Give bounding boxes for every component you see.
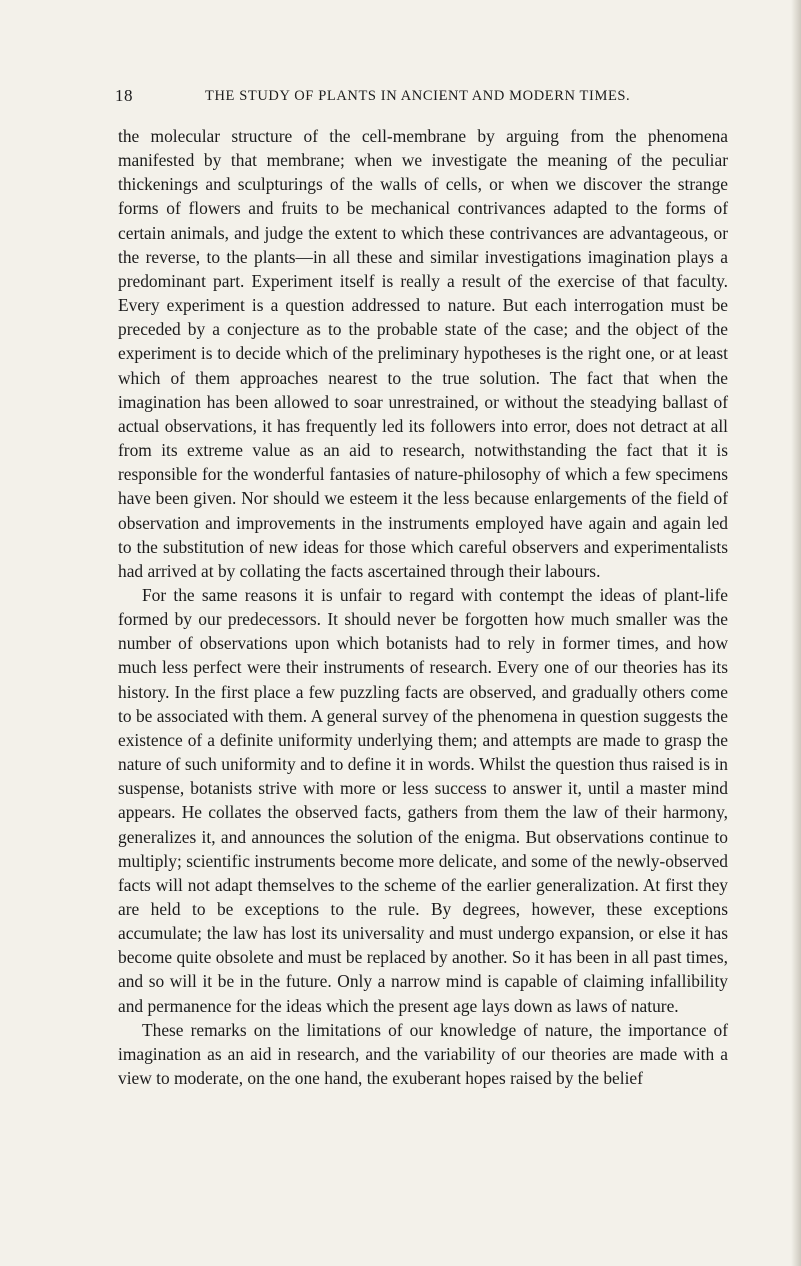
paragraph-1: the molecular structure of the cell-membrane by arguing from the phenomena manifested by that membrane; when we investigate the meaning of the peculiar thickenings and sculpturings of the walls of cells, or when we discover the strange forms of flowers and fruits to be mechanical contrivances adapted to the forms of certain animals, and judge the extent to which these contrivances are advantageous, or the reverse, to the plants—in all these and similar investigations imagination plays a predominant part. Experiment itself is really a result of the exercise of that faculty. Every experiment is a question addressed to nature. But each interrogation must be preceded by a conjecture as to the probable state of the case; and the object of the experiment is to decide which of the preliminary hypotheses is the right one, or at least which of them approaches nearest to the true solution. The fact that when the imagination has been allowed to soar unrestrained, or without the steadying ballast of actual observations, it has frequently led its followers into error, does not detract at all from its extreme value as an aid to research, notwithstanding the fact that it is responsible for the wonderful fantasies of nature-philosophy of which a few specimens have been given. Nor should we esteem it the less because enlargements of the field of observation and improvements in the instruments employed have again and again led to the substitution of new ideas for those which careful observers and experimentalists had arrived at by collating the facts ascertained through their labours.: [118, 126, 728, 581]
paragraph-2: For the same reasons it is unfair to regard with contempt the ideas of plant-life formed by our predecessors. It should never be forgotten how much smaller was the number of observations upon which botanists had to rely in former times, and how much less perfect were their instruments of research. Every one of our theories has its history. In the first place a few puzzling facts are observed, and gradually others come to be associated with them. A general survey of the phenomena in question suggests the existence of a definite uniformity underlying them; and attempts are made to grasp the nature of such uniformity and to define it in words. Whilst the question thus raised is in suspense, botanists strive with more or less success to answer it, until a master mind appears. He collates the observed facts, gathers from them the law of their harmony, generalizes it, and announces the solution of the enigma. But observations continue to multiply; scientific instruments become more delicate, and some of the newly-observed facts will not adapt themselves to the scheme of the earlier generalization. At first they are held to be exceptions to the rule. By degrees, however, these exceptions accumulate; the law has lost its universality and must undergo expansion, or else it has become quite obsolete and must be replaced by another. So it has been in all past times, and so will it be in the future. Only a narrow mind is capable of claiming infallibility and permanence for the ideas which the present age lays down as laws of nature.: [118, 584, 728, 1016]
body-text: [118, 124, 728, 1090]
paragraph-3: These remarks on the limitations of our knowledge of nature, the importance of imagination as an aid in research, and the variability of our theories are made with a view to moderate, on the one hand, the exuberant hopes raised by the belief: [118, 1019, 728, 1089]
page-number: 18: [115, 86, 133, 105]
page-header: [115, 86, 725, 110]
running-head: THE STUDY OF PLANTS IN ANCIENT AND MODERN TIMES.: [205, 88, 631, 104]
page-edge-shadow: [791, 0, 801, 1266]
